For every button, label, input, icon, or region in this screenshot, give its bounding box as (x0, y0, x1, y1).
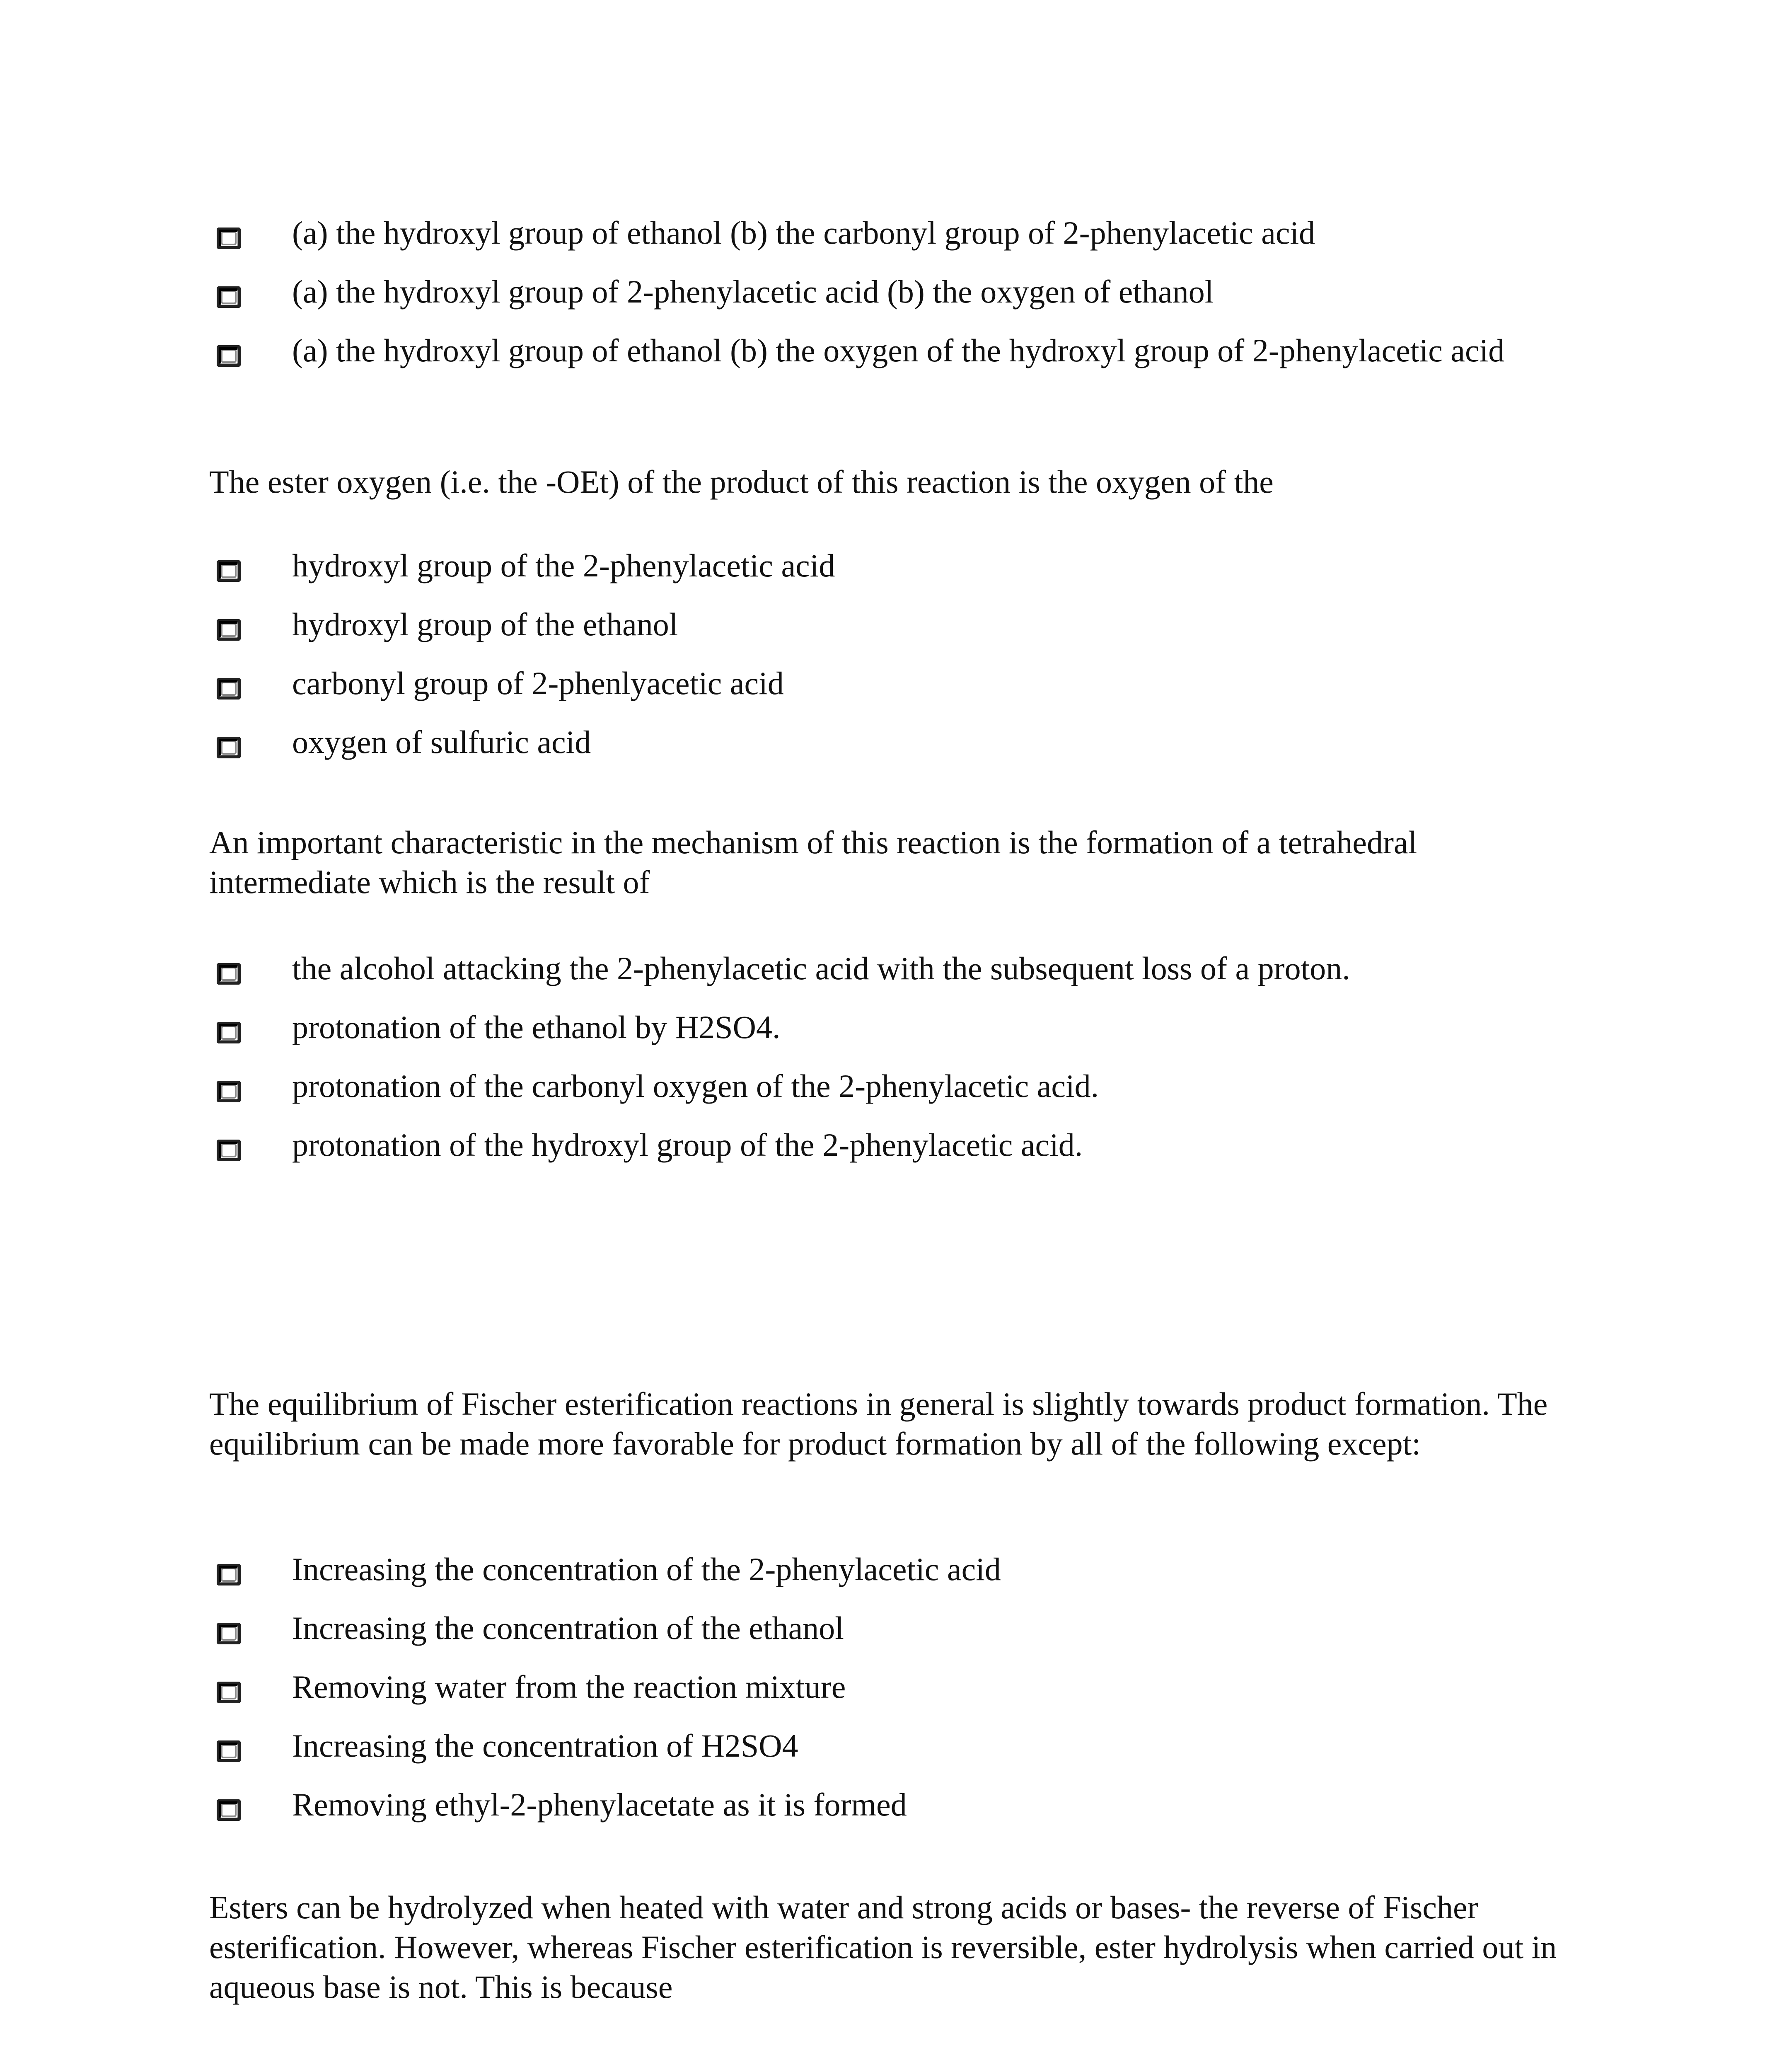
option-label: Removing ethyl-2-phenylacetate as it is formed (292, 1786, 907, 1823)
q2-option-4[interactable] (209, 723, 1585, 782)
radio-button-icon[interactable] (217, 560, 241, 582)
q1-option-c[interactable] (209, 331, 1585, 435)
q4-prompt: The equilibrium of Fischer esterification reactions in general is slightly towards product formation. The equilibrium can be made more favorable for product formation by all of the following except: (209, 1386, 1548, 1462)
radio-button-icon[interactable] (217, 1022, 241, 1043)
q2-option-group (209, 546, 1585, 782)
radio-button-icon[interactable] (217, 1799, 241, 1821)
q2-option-2[interactable] (209, 605, 1585, 664)
option-label: (a) the hydroxyl group of ethanol (b) the oxygen of the hydroxyl group of 2-phenylacetic acid (292, 332, 1505, 368)
q4-option-2[interactable] (209, 1609, 1585, 1668)
option-label: hydroxyl group of the 2-phenylacetic acid (292, 547, 835, 583)
q4-option-4[interactable] (209, 1726, 1585, 1785)
radio-button-icon[interactable] (217, 345, 241, 367)
radio-button-icon[interactable] (217, 1081, 241, 1102)
q4-option-1[interactable] (209, 1550, 1585, 1609)
option-label: carbonyl group of 2-phenlyacetic acid (292, 665, 784, 701)
radio-button-icon[interactable] (217, 1140, 241, 1161)
radio-button-icon[interactable] (217, 619, 241, 641)
q3-option-group (209, 949, 1585, 1184)
q4-option-5[interactable] (209, 1785, 1585, 1844)
radio-button-icon[interactable] (217, 1682, 241, 1703)
q3-option-1[interactable] (209, 949, 1585, 1008)
radio-button-icon[interactable] (217, 228, 241, 249)
radio-button-icon[interactable] (217, 286, 241, 308)
q3-option-3[interactable] (209, 1067, 1585, 1126)
option-label: Increasing the concentration of the 2-phenylacetic acid (292, 1551, 1001, 1587)
radio-button-icon[interactable] (217, 678, 241, 700)
q4-option-3[interactable] (209, 1668, 1585, 1726)
radio-button-icon[interactable] (217, 1564, 241, 1585)
q4-option-group (209, 1550, 1585, 1844)
option-label: (a) the hydroxyl group of 2-phenylacetic acid (b) the oxygen of ethanol (292, 274, 1214, 310)
option-label: protonation of the ethanol by H2SO4. (292, 1009, 781, 1045)
option-label: Increasing the concentration of H2SO4 (292, 1728, 798, 1764)
radio-button-icon[interactable] (217, 1740, 241, 1762)
option-label: hydroxyl group of the ethanol (292, 606, 678, 642)
option-label: protonation of the carbonyl oxygen of the 2-phenylacetic acid. (292, 1068, 1099, 1104)
radio-button-icon[interactable] (217, 963, 241, 985)
q3-option-4[interactable] (209, 1126, 1585, 1184)
option-label: protonation of the hydroxyl group of the 2-phenylacetic acid. (292, 1127, 1083, 1163)
option-label: (a) the hydroxyl group of ethanol (b) the carbonyl group of 2-phenylacetic acid (292, 215, 1315, 251)
q2-option-3[interactable] (209, 664, 1585, 723)
option-label: Increasing the concentration of the ethanol (292, 1610, 844, 1646)
q3-option-2[interactable] (209, 1008, 1585, 1067)
q3-prompt: An important characteristic in the mechanism of this reaction is the formation of a tetrahedral intermediate which is the result of (209, 824, 1417, 900)
q5-prompt: Esters can be hydrolyzed when heated with water and strong acids or bases- the reverse of Fischer esterification. However, whereas Fischer esterification is reversible, ester hydrolysis when carried out in aqueous base is not. This is because (209, 1889, 1557, 2005)
q1-option-b[interactable] (209, 272, 1585, 331)
q2-option-1[interactable] (209, 546, 1585, 605)
q2-prompt: The ester oxygen (i.e. the -OEt) of the product of this reaction is the oxygen of the (209, 464, 1274, 500)
q1-option-group (209, 213, 1585, 435)
radio-button-icon[interactable] (217, 737, 241, 758)
q1-option-a[interactable] (209, 213, 1585, 272)
radio-button-icon[interactable] (217, 1623, 241, 1644)
option-label: the alcohol attacking the 2-phenylacetic acid with the subsequent loss of a proton. (292, 950, 1350, 986)
option-label: Removing water from the reaction mixture (292, 1669, 846, 1705)
option-label: oxygen of sulfuric acid (292, 724, 591, 760)
